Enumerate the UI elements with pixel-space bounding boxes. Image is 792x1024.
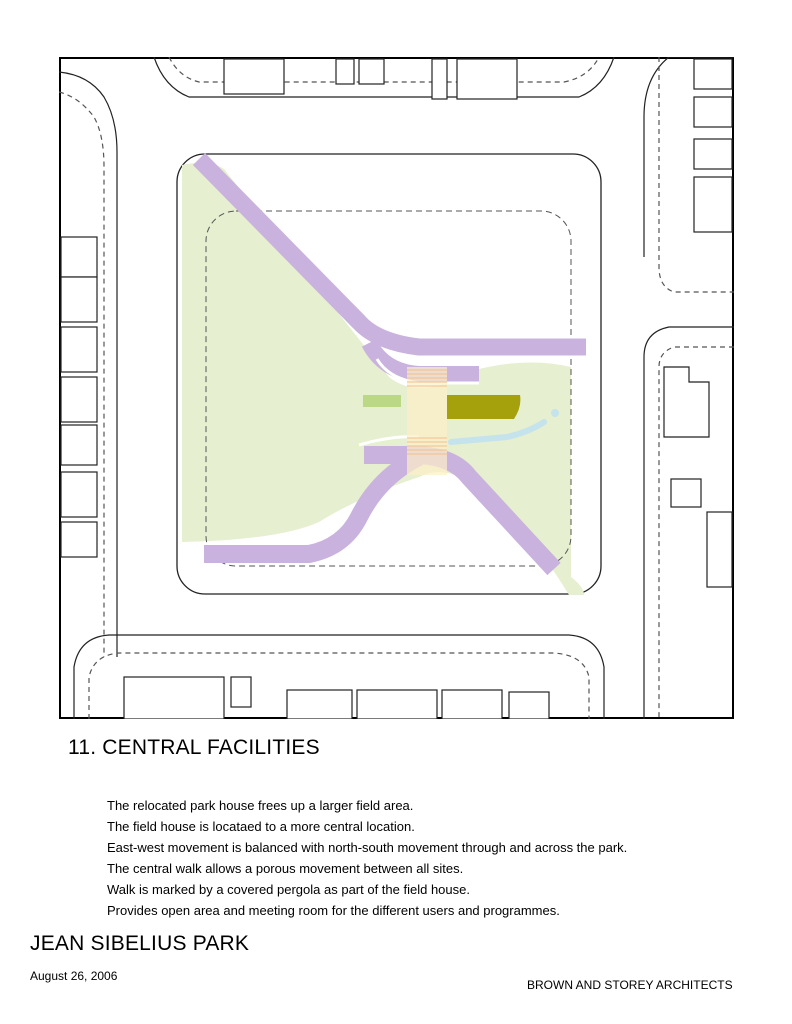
section-heading: 11. CENTRAL FACILITIES xyxy=(68,736,320,759)
note-item: The relocated park house frees up a larger field area. xyxy=(107,798,414,813)
note-item: The central walk allows a porous movement between all sites. xyxy=(107,861,464,876)
field-house xyxy=(447,395,520,419)
note-item: East-west movement is balanced with north-south movement through and across the park. xyxy=(107,840,628,855)
date: August 26, 2006 xyxy=(30,969,118,983)
note-item: Provides open area and meeting room for the different users and programmes. xyxy=(107,903,560,918)
firm-name: BROWN AND STOREY ARCHITECTS xyxy=(527,978,733,992)
note-item: Walk is marked by a covered pergola as part of the field house. xyxy=(107,882,470,897)
notes-list xyxy=(107,795,627,921)
site-plan xyxy=(59,57,734,719)
water-point xyxy=(551,409,559,417)
park-title: JEAN SIBELIUS PARK xyxy=(30,932,250,955)
note-item: The field house is locataed to a more central location. xyxy=(107,819,415,834)
pergola xyxy=(407,367,447,475)
small-green-block xyxy=(363,395,401,407)
